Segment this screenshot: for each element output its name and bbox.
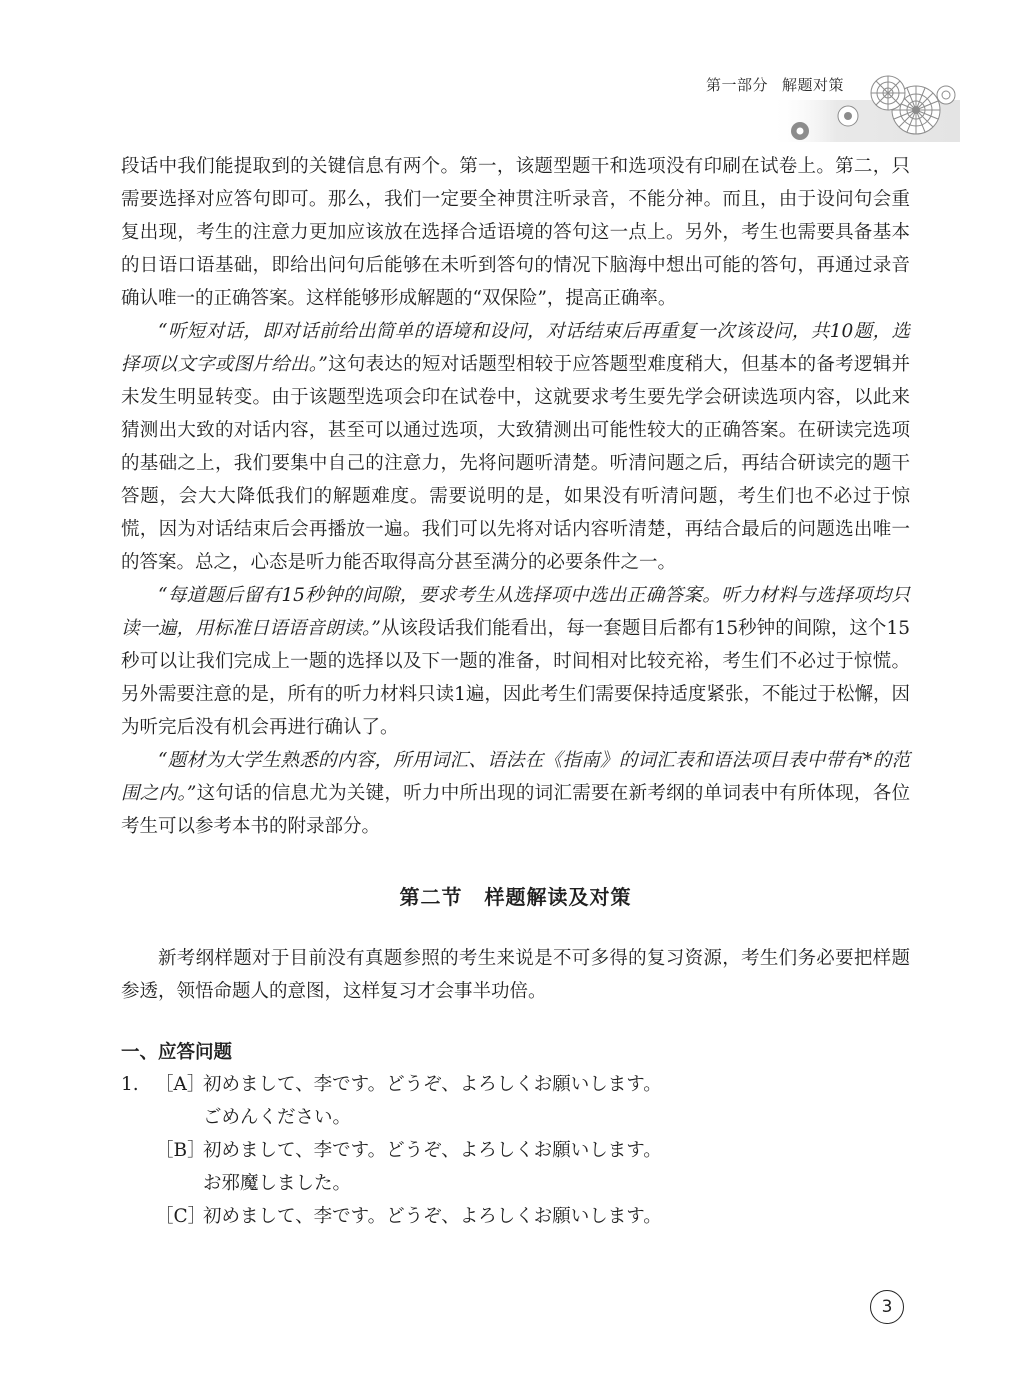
quote-3: “每道题后留有15秒钟的间隙，要求考生从选择项中选出正确答案。听力材料与选择项均只读一遍，用标准日语语音朗读。”	[121, 585, 910, 639]
option-label: ［C］	[155, 1206, 207, 1227]
question-option-b	[121, 1134, 910, 1167]
paragraph-2-text: 这句表达的短对话题型相较于应答题型难度稍大，但基本的备考逻辑并未发生明显转变。由于该题型选项会印在试卷中，这就要求考生要先学会研读选项内容，以此来猜测出大致的对话内容，甚至可以通过选项，大致猜测出可能性较大的正确答案。在研读完选项的基础之上，我们要集中自己的注意力，先将问题听清楚。听清问题之后，再结合研读完的题干答题，会大大降低我们的解题难度。需要说明的是，如果没有听清问题，考生们也不必过于惊慌，因为对话结束后会再播放一遍。我们可以先将对话内容听清楚，再结合最后的问题选出唯一的答案。总之，心态是听力能否取得高分甚至满分的必要条件之一。	[121, 354, 910, 573]
option-line: お邪魔しました。	[203, 1173, 352, 1194]
question-number: 1.	[121, 1074, 139, 1095]
paragraph-3-text: 从该段话我们能看出，每一套题目后都有15秒钟的间隙，这个15秒可以让我们完成上一题的选择以及下一题的准备，时间相对比较充裕，考生们不必过于惊慌。另外需要注意的是，所有的听力材料只读1遍，因此考生们需要保持适度紧张，不能过于松懈，因为听完后没有机会再进行确认了。	[121, 618, 910, 738]
question-option-b-cont	[121, 1167, 910, 1200]
paragraph-4-text: 这句话的信息尤为关键，听力中所出现的词汇需要在新考纲的单词表中有所体现，各位考生可以参考本书的附录部分。	[121, 783, 910, 837]
section-number: 第二节	[399, 885, 463, 909]
paragraph-2	[121, 315, 910, 579]
paragraph-1: 段话中我们能提取到的关键信息有两个。第一，该题型题干和选项没有印刷在试卷上。第二，只需要选择对应答句即可。那么，我们一定要全神贯注听录音，不能分神。而且，由于设问句会重复出现，考生的注意力更加应该放在选择合适语境的答句这一点上。另外，考生也需要具备基本的日语口语基础，即给出问句后能够在未听到答句的情况下脑海中想出可能的答句，再通过录音确认唯一的正确答案。这样能够形成解题的“双保险”，提高正确率。	[121, 156, 910, 309]
option-line: 初めまして、李です。どうぞ、よろしくお願いします。	[203, 1074, 662, 1095]
subsection-heading: 一、应答问题	[121, 1042, 233, 1063]
header-part: 第一部分	[706, 76, 769, 94]
question-option-a	[121, 1068, 910, 1101]
option-line: 初めまして、李です。どうぞ、よろしくお願いします。	[203, 1206, 662, 1227]
header-title: 解题对策	[782, 76, 845, 94]
option-label: ［A］	[155, 1074, 206, 1095]
option-label: ［B］	[155, 1140, 206, 1161]
quote-4: “题材为大学生熟悉的内容，所用词汇、语法在《指南》的词汇表和语法项目表中带有*的范围之内。”	[121, 750, 910, 804]
quote-2: “听短对话，即对话前给出简单的语境和设问，对话结束后再重复一次该设问，共10题，选择项以文字或图片给出。”	[121, 321, 910, 375]
section-intro: 新考纲样题对于目前没有真题参照的考生来说是不可多得的复习资源，考生们务必要把样题参透，领悟命题人的意图，这样复习才会事半功倍。	[121, 948, 910, 1002]
option-line: ごめんください。	[203, 1107, 352, 1128]
question-option-a-cont	[121, 1101, 910, 1134]
paragraph-3	[121, 579, 910, 744]
section-heading	[121, 881, 910, 910]
page-number: 3	[870, 1290, 904, 1324]
page-body	[121, 150, 910, 1233]
paragraph-4	[121, 744, 910, 843]
chrysanthemum-decoration-icon	[770, 70, 970, 142]
option-line: 初めまして、李です。どうぞ、よろしくお願いします。	[203, 1140, 662, 1161]
question-option-c	[121, 1200, 910, 1233]
section-title: 样题解读及对策	[484, 885, 632, 909]
